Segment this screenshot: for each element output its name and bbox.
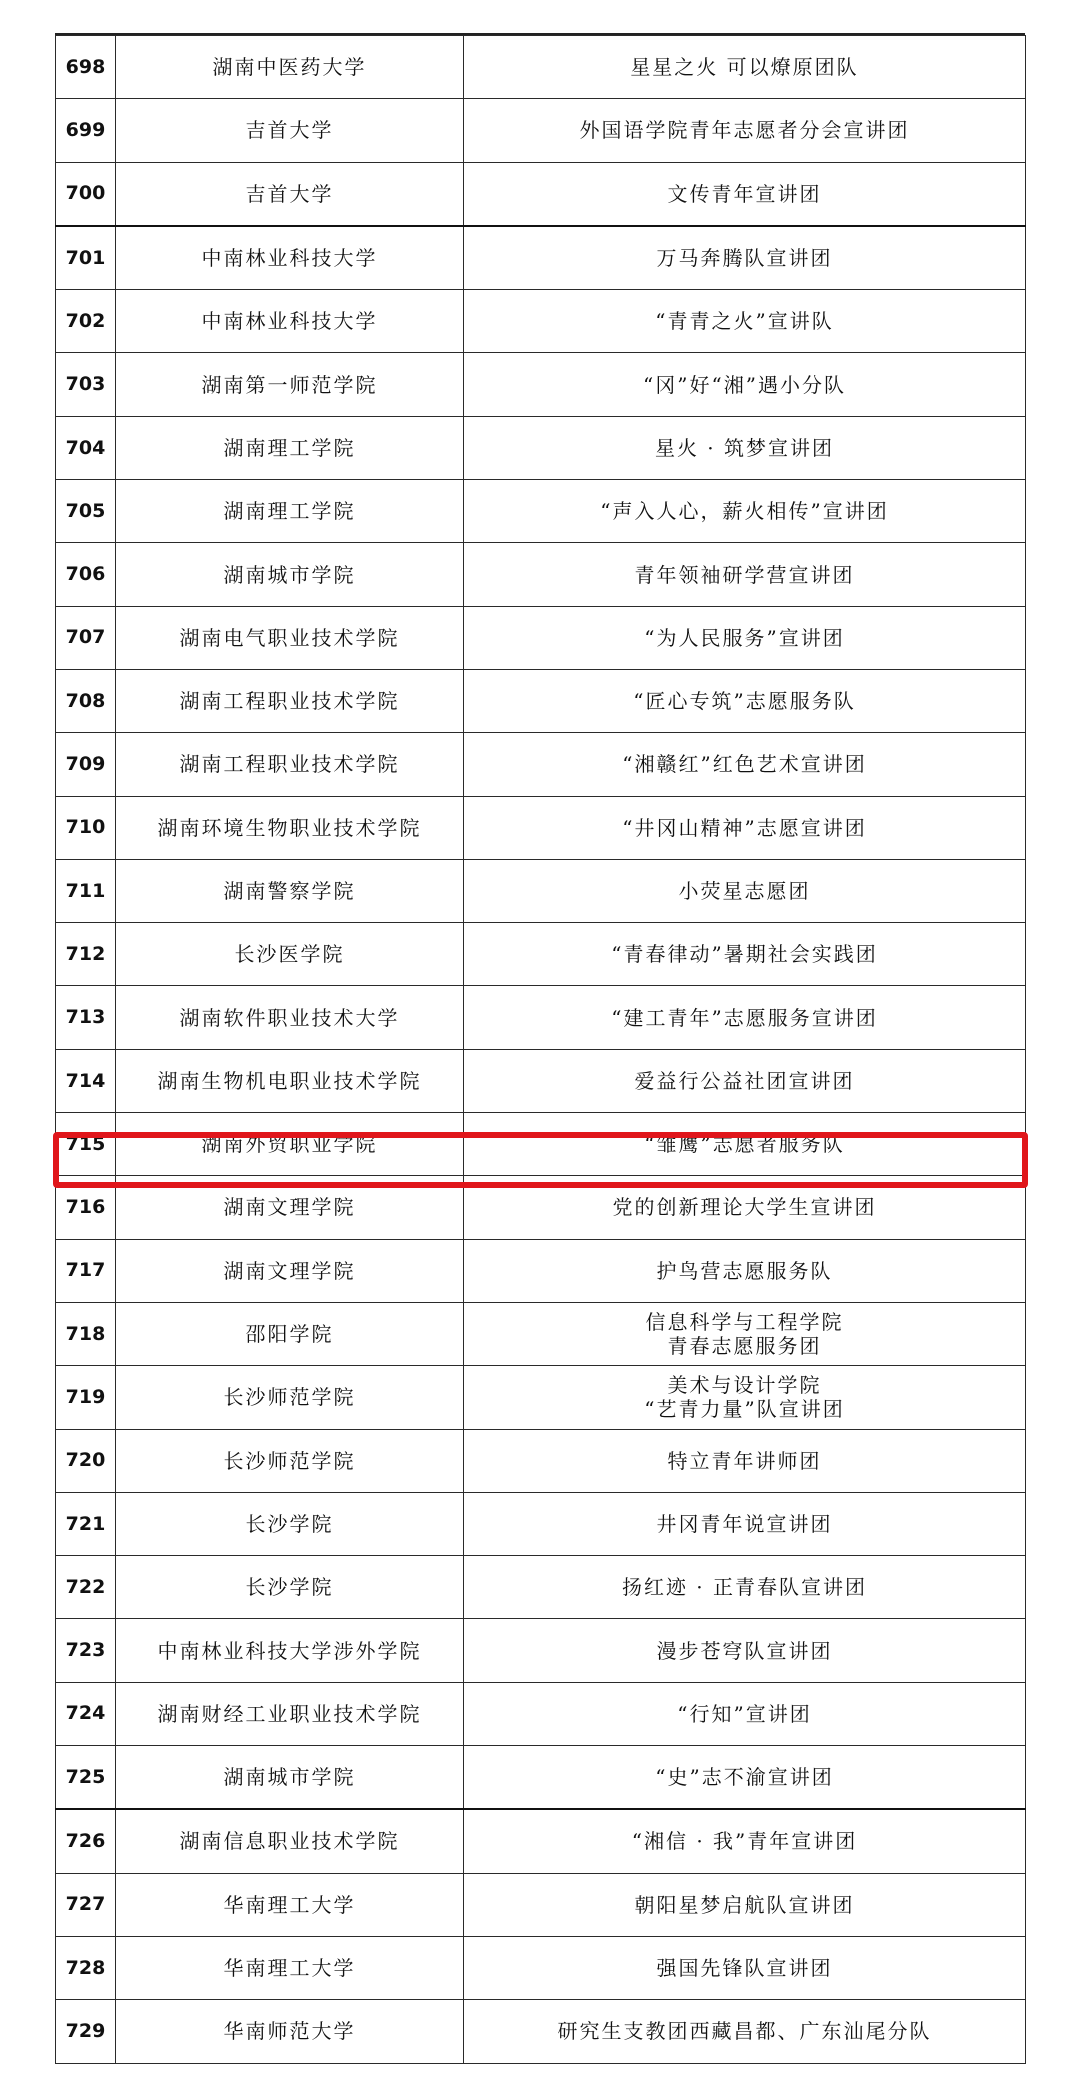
- row-number: 707: [56, 606, 116, 669]
- school-name: 华南师范大学: [116, 2000, 464, 2063]
- row-number: 705: [56, 480, 116, 543]
- row-number: 709: [56, 733, 116, 796]
- table-row: [56, 1492, 1026, 1555]
- table-row: [56, 36, 1026, 99]
- table-row: [56, 923, 1026, 986]
- row-number: 719: [56, 1366, 116, 1429]
- team-name-line: 美术与设计学院: [667, 1373, 822, 1398]
- row-number: 727: [56, 1873, 116, 1936]
- school-name: 湖南城市学院: [116, 543, 464, 606]
- school-name: 长沙学院: [116, 1556, 464, 1619]
- table-row: [56, 1619, 1026, 1682]
- row-number: 721: [56, 1492, 116, 1555]
- team-name: 星星之火 可以燎原团队: [464, 36, 1026, 99]
- team-name: 扬红迹 · 正青春队宣讲团: [464, 1556, 1026, 1619]
- school-name: 湖南文理学院: [116, 1239, 464, 1302]
- team-name: “湘赣红”红色艺术宣讲团: [464, 733, 1026, 796]
- row-number: 718: [56, 1302, 116, 1365]
- team-name: 星火 · 筑梦宣讲团: [464, 416, 1026, 479]
- team-name-line: 信息科学与工程学院: [645, 1310, 844, 1335]
- table-row: [56, 1366, 1026, 1429]
- team-name: 护鸟营志愿服务队: [464, 1239, 1026, 1302]
- row-number: 724: [56, 1682, 116, 1745]
- team-name: [464, 1302, 1026, 1365]
- team-name: [464, 1366, 1026, 1429]
- table-row: [56, 986, 1026, 1049]
- table-row: [56, 353, 1026, 416]
- school-name: 华南理工大学: [116, 1936, 464, 1999]
- table-row: [56, 1746, 1026, 1810]
- team-name: “史”志不渝宣讲团: [464, 1746, 1026, 1810]
- team-name: 爱益行公益社团宣讲团: [464, 1049, 1026, 1112]
- table-row: [56, 480, 1026, 543]
- school-name: 湖南外贸职业学院: [116, 1113, 464, 1176]
- team-name: 特立青年讲师团: [464, 1429, 1026, 1492]
- team-name: 强国先锋队宣讲团: [464, 1936, 1026, 1999]
- school-name: 湖南文理学院: [116, 1176, 464, 1239]
- team-name: “雏鹰”志愿者服务队: [464, 1113, 1026, 1176]
- team-name: “声入人心，薪火相传”宣讲团: [464, 480, 1026, 543]
- team-name-line: “艺青力量”队宣讲团: [644, 1397, 845, 1422]
- school-name: 湖南软件职业技术大学: [116, 986, 464, 1049]
- table-row: [56, 290, 1026, 353]
- team-name: “为人民服务”宣讲团: [464, 606, 1026, 669]
- table-row: [56, 796, 1026, 859]
- team-name: “青青之火”宣讲队: [464, 290, 1026, 353]
- row-number: 704: [56, 416, 116, 479]
- team-name: 研究生支教团西藏昌都、广东汕尾分队: [464, 2000, 1026, 2063]
- school-name: 长沙学院: [116, 1492, 464, 1555]
- team-name: 万马奔腾队宣讲团: [464, 226, 1026, 290]
- school-name: 湖南财经工业职业技术学院: [116, 1682, 464, 1745]
- school-name: 长沙师范学院: [116, 1429, 464, 1492]
- row-number: 714: [56, 1049, 116, 1112]
- row-number: 726: [56, 1809, 116, 1873]
- row-number: 729: [56, 2000, 116, 2063]
- team-name: “湘信 · 我”青年宣讲团: [464, 1809, 1026, 1873]
- school-name: 邵阳学院: [116, 1302, 464, 1365]
- school-name: 中南林业科技大学涉外学院: [116, 1619, 464, 1682]
- team-name: “青春律动”暑期社会实践团: [464, 923, 1026, 986]
- row-number: 712: [56, 923, 116, 986]
- table-row: [56, 859, 1026, 922]
- team-name: 青年领袖研学营宣讲团: [464, 543, 1026, 606]
- team-name: 井冈青年说宣讲团: [464, 1492, 1026, 1555]
- team-name-line: 青春志愿服务团: [667, 1334, 822, 1359]
- school-name: 长沙医学院: [116, 923, 464, 986]
- school-name: 吉首大学: [116, 99, 464, 162]
- row-number: 702: [56, 290, 116, 353]
- team-name: 漫步苍穹队宣讲团: [464, 1619, 1026, 1682]
- table-row: [56, 1873, 1026, 1936]
- team-name: “匠心专筑”志愿服务队: [464, 669, 1026, 732]
- row-number: 699: [56, 99, 116, 162]
- row-number: 723: [56, 1619, 116, 1682]
- team-name: 外国语学院青年志愿者分会宣讲团: [464, 99, 1026, 162]
- table-row: [56, 543, 1026, 606]
- team-list-table: [55, 35, 1026, 2064]
- table-row: [56, 1936, 1026, 1999]
- team-name: “井冈山精神”志愿宣讲团: [464, 796, 1026, 859]
- table-row: [56, 669, 1026, 732]
- table-row: [56, 226, 1026, 290]
- table-row: [56, 1302, 1026, 1365]
- table-row: [56, 99, 1026, 162]
- row-number: 728: [56, 1936, 116, 1999]
- row-number: 701: [56, 226, 116, 290]
- table-row: [56, 1556, 1026, 1619]
- table-row: [56, 1809, 1026, 1873]
- school-name: 华南理工大学: [116, 1873, 464, 1936]
- table-row: [56, 1176, 1026, 1239]
- team-name: 朝阳星梦启航队宣讲团: [464, 1873, 1026, 1936]
- table-row: [56, 1682, 1026, 1745]
- school-name: 长沙师范学院: [116, 1366, 464, 1429]
- table-row: [56, 2000, 1026, 2063]
- team-name: 小荧星志愿团: [464, 859, 1026, 922]
- school-name: 湖南信息职业技术学院: [116, 1809, 464, 1873]
- row-number: 698: [56, 36, 116, 99]
- row-number: 715: [56, 1113, 116, 1176]
- school-name: 湖南城市学院: [116, 1746, 464, 1810]
- row-number: 713: [56, 986, 116, 1049]
- row-number: 720: [56, 1429, 116, 1492]
- row-number: 722: [56, 1556, 116, 1619]
- team-name: “建工青年”志愿服务宣讲团: [464, 986, 1026, 1049]
- row-number: 711: [56, 859, 116, 922]
- table-row: [56, 733, 1026, 796]
- row-number: 717: [56, 1239, 116, 1302]
- row-number: 706: [56, 543, 116, 606]
- school-name: 湖南中医药大学: [116, 36, 464, 99]
- school-name: 中南林业科技大学: [116, 226, 464, 290]
- school-name: 湖南工程职业技术学院: [116, 733, 464, 796]
- table-row: [56, 1049, 1026, 1112]
- row-number: 700: [56, 162, 116, 226]
- table-row: [56, 1239, 1026, 1302]
- team-name: “冈”好“湘”遇小分队: [464, 353, 1026, 416]
- table-row: [56, 416, 1026, 479]
- row-number: 708: [56, 669, 116, 732]
- table-row: [56, 606, 1026, 669]
- school-name: 湖南第一师范学院: [116, 353, 464, 416]
- school-name: 中南林业科技大学: [116, 290, 464, 353]
- row-number: 725: [56, 1746, 116, 1810]
- team-name: 文传青年宣讲团: [464, 162, 1026, 226]
- table-row-highlighted: [56, 1113, 1026, 1176]
- school-name: 湖南工程职业技术学院: [116, 669, 464, 732]
- school-name: 湖南警察学院: [116, 859, 464, 922]
- row-number: 716: [56, 1176, 116, 1239]
- team-name: “行知”宣讲团: [464, 1682, 1026, 1745]
- row-number: 710: [56, 796, 116, 859]
- school-name: 湖南理工学院: [116, 480, 464, 543]
- table-row: [56, 1429, 1026, 1492]
- team-name: 党的创新理论大学生宣讲团: [464, 1176, 1026, 1239]
- row-number: 703: [56, 353, 116, 416]
- school-name: 湖南环境生物职业技术学院: [116, 796, 464, 859]
- school-name: 湖南生物机电职业技术学院: [116, 1049, 464, 1112]
- school-name: 湖南理工学院: [116, 416, 464, 479]
- school-name: 湖南电气职业技术学院: [116, 606, 464, 669]
- school-name: 吉首大学: [116, 162, 464, 226]
- table-row: [56, 162, 1026, 226]
